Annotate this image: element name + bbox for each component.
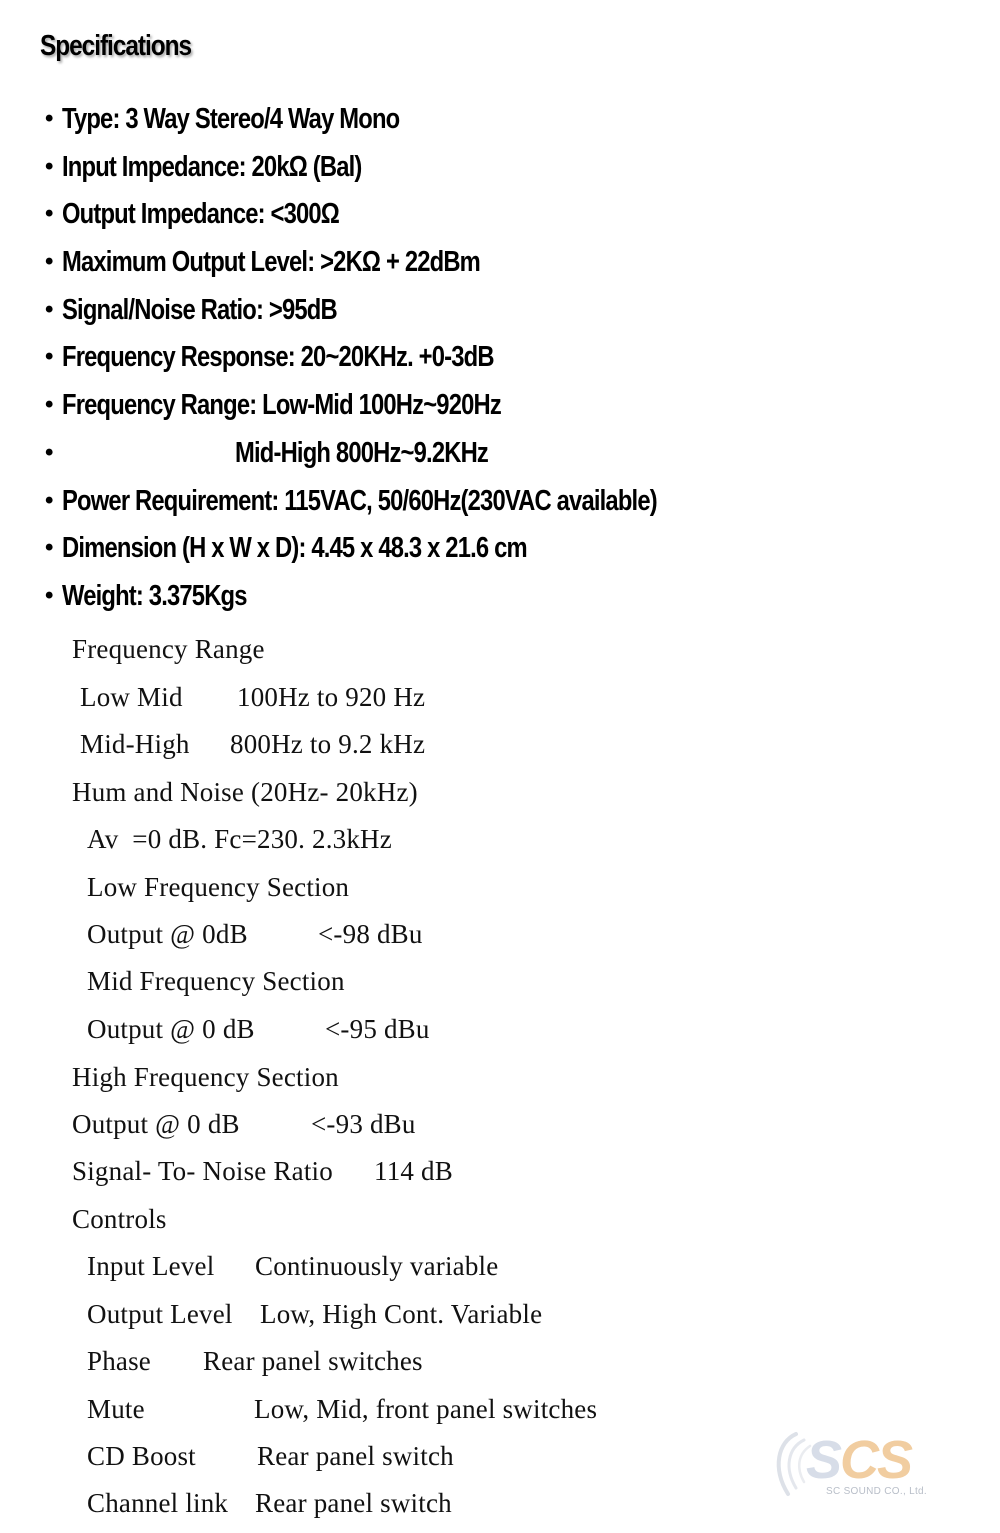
bullet: • xyxy=(45,200,54,228)
spec-text: Output Impedance: <300Ω xyxy=(62,198,340,231)
bullet: • xyxy=(45,486,54,514)
bullet: • xyxy=(45,295,54,323)
channel-link-value: Rear panel switch xyxy=(255,1488,452,1518)
cd-boost-value: Rear panel switch xyxy=(257,1441,454,1471)
channel-link-label: Channel link xyxy=(87,1488,229,1518)
low-output-value: <-98 dBu xyxy=(318,919,423,949)
bullet: • xyxy=(45,343,54,371)
mid-high-label: Mid-High xyxy=(80,729,190,759)
logo-company-name: SC SOUND CO., Ltd. xyxy=(826,1486,927,1497)
logo-letter-s: S xyxy=(806,1430,841,1490)
input-level-label: Input Level xyxy=(87,1251,215,1281)
snr-value: 114 dB xyxy=(374,1156,453,1186)
spec-text: Mid-High 800Hz~9.2KHz xyxy=(235,436,489,469)
controls-title: Controls xyxy=(72,1204,167,1234)
mute-value: Low, Mid, front panel switches xyxy=(254,1394,598,1424)
spec-text: Power Requirement: 115VAC, 50/60Hz(230VAC available) xyxy=(62,484,657,517)
input-level-value: Continuously variable xyxy=(255,1251,499,1281)
spec-text: Maximum Output Level: >2KΩ + 22dBm xyxy=(62,246,481,279)
hum-noise-title: Hum and Noise (20Hz- 20kHz) xyxy=(72,777,418,807)
mid-frequency-section: Mid Frequency Section xyxy=(87,966,345,996)
high-frequency-section: High Frequency Section xyxy=(72,1062,339,1092)
low-output-label: Output @ 0dB xyxy=(87,919,248,949)
spec-text: Frequency Response: 20~20KHz. +0-3dB xyxy=(62,341,494,374)
high-output-label: Output @ 0 dB xyxy=(72,1109,240,1139)
bullet: • xyxy=(45,391,54,419)
logo-letter-s2: S xyxy=(877,1430,912,1490)
output-level-label: Output Level xyxy=(87,1299,233,1329)
phase-value: Rear panel switches xyxy=(203,1346,423,1376)
logo-wordmark xyxy=(806,1430,911,1490)
freq-range-title: Frequency Range xyxy=(72,634,265,664)
spec-text: Dimension (H x W x D): 4.45 x 48.3 x 21.6 cm xyxy=(62,532,527,565)
high-output-value: <-93 dBu xyxy=(311,1109,416,1139)
spec-text: Frequency Range: Low-Mid 100Hz~920Hz xyxy=(62,389,501,422)
bullet: • xyxy=(45,248,54,276)
spec-text: Signal/Noise Ratio: >95dB xyxy=(62,293,337,326)
page-title: Specifications xyxy=(40,30,192,62)
snr-label: Signal- To- Noise Ratio xyxy=(72,1156,333,1186)
low-frequency-section: Low Frequency Section xyxy=(87,872,350,902)
phase-label: Phase xyxy=(87,1346,151,1376)
mid-output-label: Output @ 0 dB xyxy=(87,1014,255,1044)
bullet: • xyxy=(45,581,54,609)
output-level-value: Low, High Cont. Variable xyxy=(260,1299,543,1329)
cd-boost-label: CD Boost xyxy=(87,1441,196,1471)
mid-high-value: 800Hz to 9.2 kHz xyxy=(230,729,426,759)
mid-output-value: <-95 dBu xyxy=(325,1014,430,1044)
mute-label: Mute xyxy=(87,1394,145,1424)
spec-text: Type: 3 Way Stereo/4 Way Mono xyxy=(62,103,400,135)
bullet: • xyxy=(45,152,54,180)
spec-text: Weight: 3.375Kgs xyxy=(62,579,247,612)
bullet: • xyxy=(45,438,54,466)
company-logo xyxy=(766,1428,946,1506)
av-line: Av =0 dB. Fc=230. 2.3kHz xyxy=(87,824,392,854)
bullet: • xyxy=(45,105,54,132)
bullet: • xyxy=(45,534,54,562)
low-mid-label: Low Mid xyxy=(80,682,183,712)
spec-text: Input Impedance: 20kΩ (Bal) xyxy=(62,150,362,183)
low-mid-value: 100Hz to 920 Hz xyxy=(237,682,426,712)
logo-letter-c: C xyxy=(840,1430,878,1490)
